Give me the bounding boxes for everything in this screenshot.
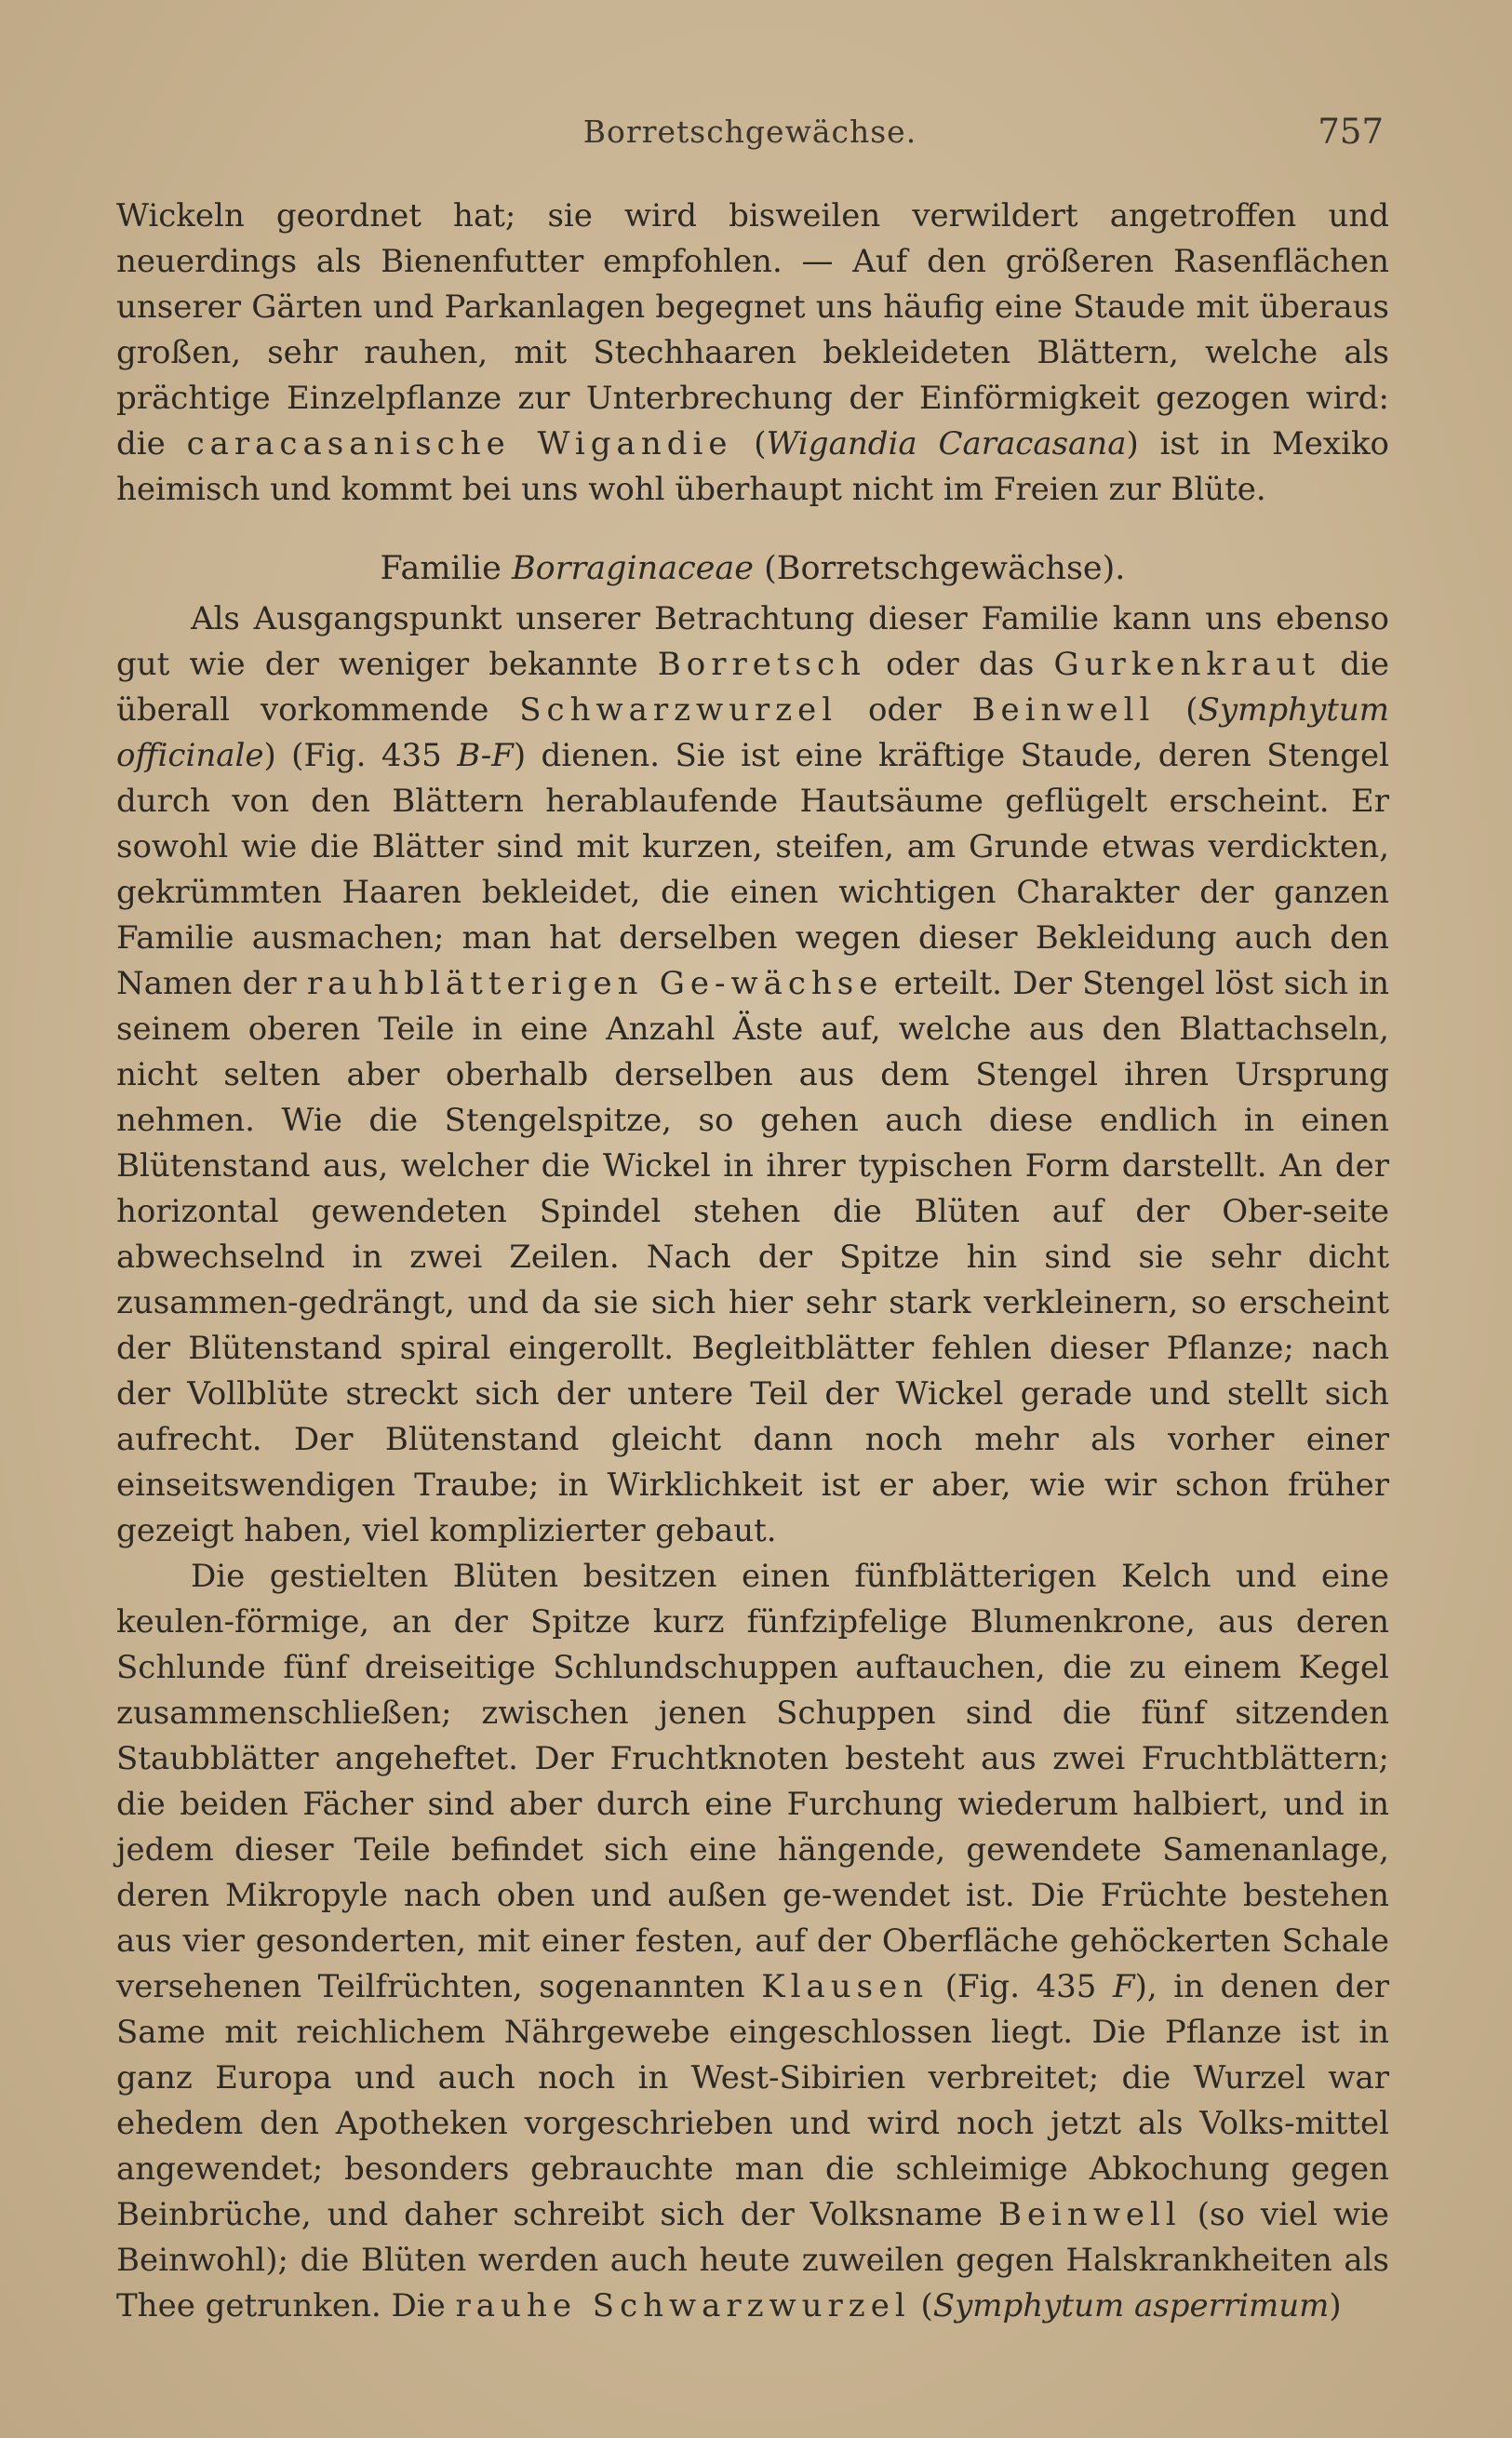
text-run: (: [910, 2287, 933, 2324]
running-head: [116, 104, 1384, 160]
heading-suffix: (Borretschgewächse).: [753, 550, 1126, 587]
text-run: oder das: [865, 646, 1054, 683]
latin-name: Symphytum officinale: [116, 691, 1389, 774]
text-run: ): [1329, 2287, 1342, 2324]
figure-ref: B-F: [457, 737, 514, 774]
spaced-term: Gurkenkraut: [1053, 646, 1321, 683]
latin-name: Wigandia Caracasana: [766, 425, 1127, 462]
spaced-term: Schwarzwurzel: [519, 691, 838, 729]
spaced-term: caracasanische Wigandie: [186, 425, 733, 462]
text-run: erteilt. Der Stengel löst sich in seinem oberen Teile in eine Anzahl Äste auf, welche aus den Blattachseln, nicht selten aber oberhalb derselben aus dem Stengel ihren Ursprung nehmen. Wie die Stengelspitze, so gehen auch diese endlich in einen Blütenstand aus, welcher die Wickel in ihrer typischen Form darstellt. An der horizontal gewendeten Spindel stehen die Blüten auf der Ober-seite abwechselnd in zwei Zeilen. Nach der Spitze hin sind sie sehr dicht zusammen-gedrängt, und da sie sich hier sehr stark verkleinern, so erscheint der Blütenstand spiral eingerollt. Begleitblätter fehlen dieser Pflanze; nach der Vollblüte streckt sich der untere Teil der Wickel gerade und stellt sich aufrecht. Der Blütenstand gleicht dann noch mehr als vorher einer einseitswendigen Traube; in Wirklichkeit ist er aber, wie wir schon früher gezeigt haben, viel komplizierter gebaut.: [116, 965, 1390, 1549]
spaced-term: rauhblätterigen Ge-wächse: [306, 965, 884, 1002]
text-run: (Fig. 435: [929, 1968, 1113, 2005]
text-run: ) (Fig. 435: [263, 737, 458, 774]
latin-name: Symphytum asperrimum: [932, 2287, 1330, 2324]
paragraph-3: [116, 1554, 1389, 2329]
spaced-term: Borretsch: [657, 646, 866, 683]
text-run: Als Ausgangspunkt unserer Betrachtung dieser Familie kann uns ebenso gut wie der weniger bekannte: [116, 600, 1389, 683]
text-run: ) ist in Mexiko heimisch und kommt bei uns wohl überhaupt nicht im Freien zur Blüte.: [116, 425, 1390, 508]
text-run: Wickeln geordnet hat; sie wird bisweilen verwildert angetroffen und neuerdings als Bienenfutter empfohlen. — Auf den größeren Rasenflächen unserer Gärten und Parkanlagen begegnet uns häufig eine Staude mit überaus großen, sehr rauhen, mit Stechhaaren bekleideten Blättern, welche als prächtige Einzelpflanze zur Unterbrechung der Einförmigkeit gezogen wird: die: [116, 197, 1389, 462]
body-text: [116, 194, 1389, 2329]
spaced-term: Klausen: [761, 1968, 930, 2005]
paragraph-1: [116, 194, 1389, 513]
text-run: (: [1155, 691, 1198, 729]
text-run: ), in denen der Same mit reichlichem Nährgewebe eingeschlossen liegt. Die Pflanze ist in ganz Europa und auch noch in West-Sibirien verbreitet; die Wurzel war ehedem den Apotheken vorgeschrieben und wird noch jetzt als Volks-mittel angewendet; besonders gebrauchte man die schleimige Abkochung gegen Beinbrüche, und daher schreibt sich der Volksname: [116, 1968, 1389, 2233]
text-run: die überall vorkommende: [116, 646, 1390, 729]
text-run: (so viel wie Beinwohl); die Blüten werden auch heute zuweilen gegen Halskrankheiten als Thee getrunken. Die: [116, 2196, 1389, 2324]
section-heading: [116, 544, 1389, 593]
figure-ref: F: [1112, 1968, 1135, 2005]
heading-prefix: Familie: [380, 550, 512, 587]
spaced-term: Beinwell: [971, 691, 1156, 729]
text-run: oder: [837, 691, 972, 729]
spaced-term: Beinwell: [997, 2196, 1182, 2233]
text-run: Die gestielten Blüten besitzen einen fünfblätterigen Kelch und eine keulen-förmige, an der Spitze kurz fünfzipfelige Blumenkrone, aus deren Schlunde fünf dreiseitige Schlundschuppen auftauchen, die zu einem Kegel zusammenschließen; zwischen jenen Schuppen sind die fünf sitzenden Staubblätter angeheftet. Der Fruchtknoten besteht aus zwei Fruchtblättern; die beiden Fächer sind aber durch eine Furchung wiederum halbiert, und in jedem dieser Teile befindet sich eine hängende, gewendete Samenanlage, deren Mikropyle nach oben und außen ge-wendet ist. Die Früchte bestehen aus vier gesonderten, mit einer festen, auf der Oberfläche gehöckerten Schale versehenen Teilfrüchten, sogenannten: [116, 1558, 1389, 2005]
text-run: ) dienen. Sie ist eine kräftige Staude, deren Stengel durch von den Blättern herablaufende Hautsäume geflügelt erscheint. Er sowohl wie die Blätter sind mit kurzen, steifen, am Grunde etwas verdickten, gekrümmten Haaren bekleidet, die einen wichtigen Charakter der ganzen Familie ausmachen; man hat derselben wegen dieser Bekleidung auch den Namen der: [116, 737, 1389, 1002]
paragraph-2: [116, 596, 1389, 1554]
heading-latin: Borraginaceae: [511, 550, 754, 587]
text-run: (: [732, 425, 767, 462]
page-number: 757: [1318, 112, 1384, 152]
spaced-term: rauhe Schwarzwurzel: [455, 2287, 911, 2324]
running-title: Borretschgewächse.: [582, 114, 917, 150]
